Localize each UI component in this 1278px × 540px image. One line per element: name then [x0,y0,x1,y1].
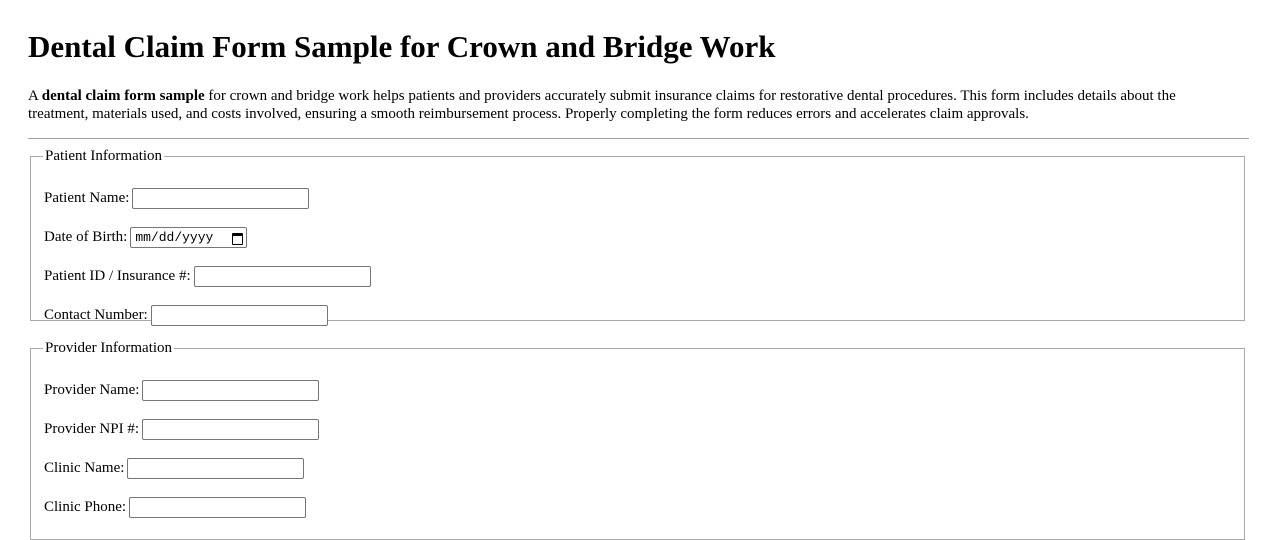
provider-npi-label: Provider NPI #: [44,420,139,437]
calendar-icon[interactable] [232,232,243,243]
date-of-birth-row [44,226,247,248]
patient-info-legend: Patient Information [45,148,163,164]
provider-npi-input[interactable] [142,419,319,440]
clinic-phone-label: Clinic Phone: [44,498,127,515]
intro-suffix: for crown and bridge work helps patients and providers accurately submit insurance claims for restorative dental procedures. This form includes details about the treatment, materials used, and costs involved, ensuring a smooth reimbursement process. Properly completing the form reduces errors and accelerates claim approvals. [28,88,1176,122]
patient-id-row [44,265,371,287]
provider-info-fieldset [30,340,1245,540]
provider-name-row [44,379,319,401]
patient-info-fieldset [30,148,1245,321]
patient-name-input[interactable] [132,188,309,209]
date-of-birth-input[interactable] [130,227,247,248]
date-of-birth-label: Date of Birth: [44,228,128,245]
patient-id-label: Patient ID / Insurance #: [44,267,191,284]
clinic-name-row [44,457,304,479]
contact-number-input[interactable] [151,305,328,326]
provider-npi-row [44,418,319,440]
intro-bold: dental claim form sample [41,88,205,104]
contact-number-row [44,304,328,326]
provider-name-label: Provider Name: [44,381,140,398]
date-of-birth-placeholder: mm/dd/yyyy [135,229,214,245]
page-title: Dental Claim Form Sample for Crown and Bridge Work [28,29,776,64]
intro-prefix: A [28,88,42,104]
provider-info-legend: Provider Information [45,340,173,356]
patient-name-label: Patient Name: [44,189,130,206]
clinic-name-label: Clinic Name: [44,459,125,476]
patient-name-row [44,187,309,209]
provider-name-input[interactable] [142,380,319,401]
clinic-phone-input[interactable] [129,497,306,518]
patient-id-input[interactable] [194,266,371,287]
clinic-phone-row [44,496,306,518]
intro-paragraph [28,87,1238,123]
clinic-name-input[interactable] [127,458,304,479]
divider [28,138,1249,139]
contact-number-label: Contact Number: [44,306,148,323]
